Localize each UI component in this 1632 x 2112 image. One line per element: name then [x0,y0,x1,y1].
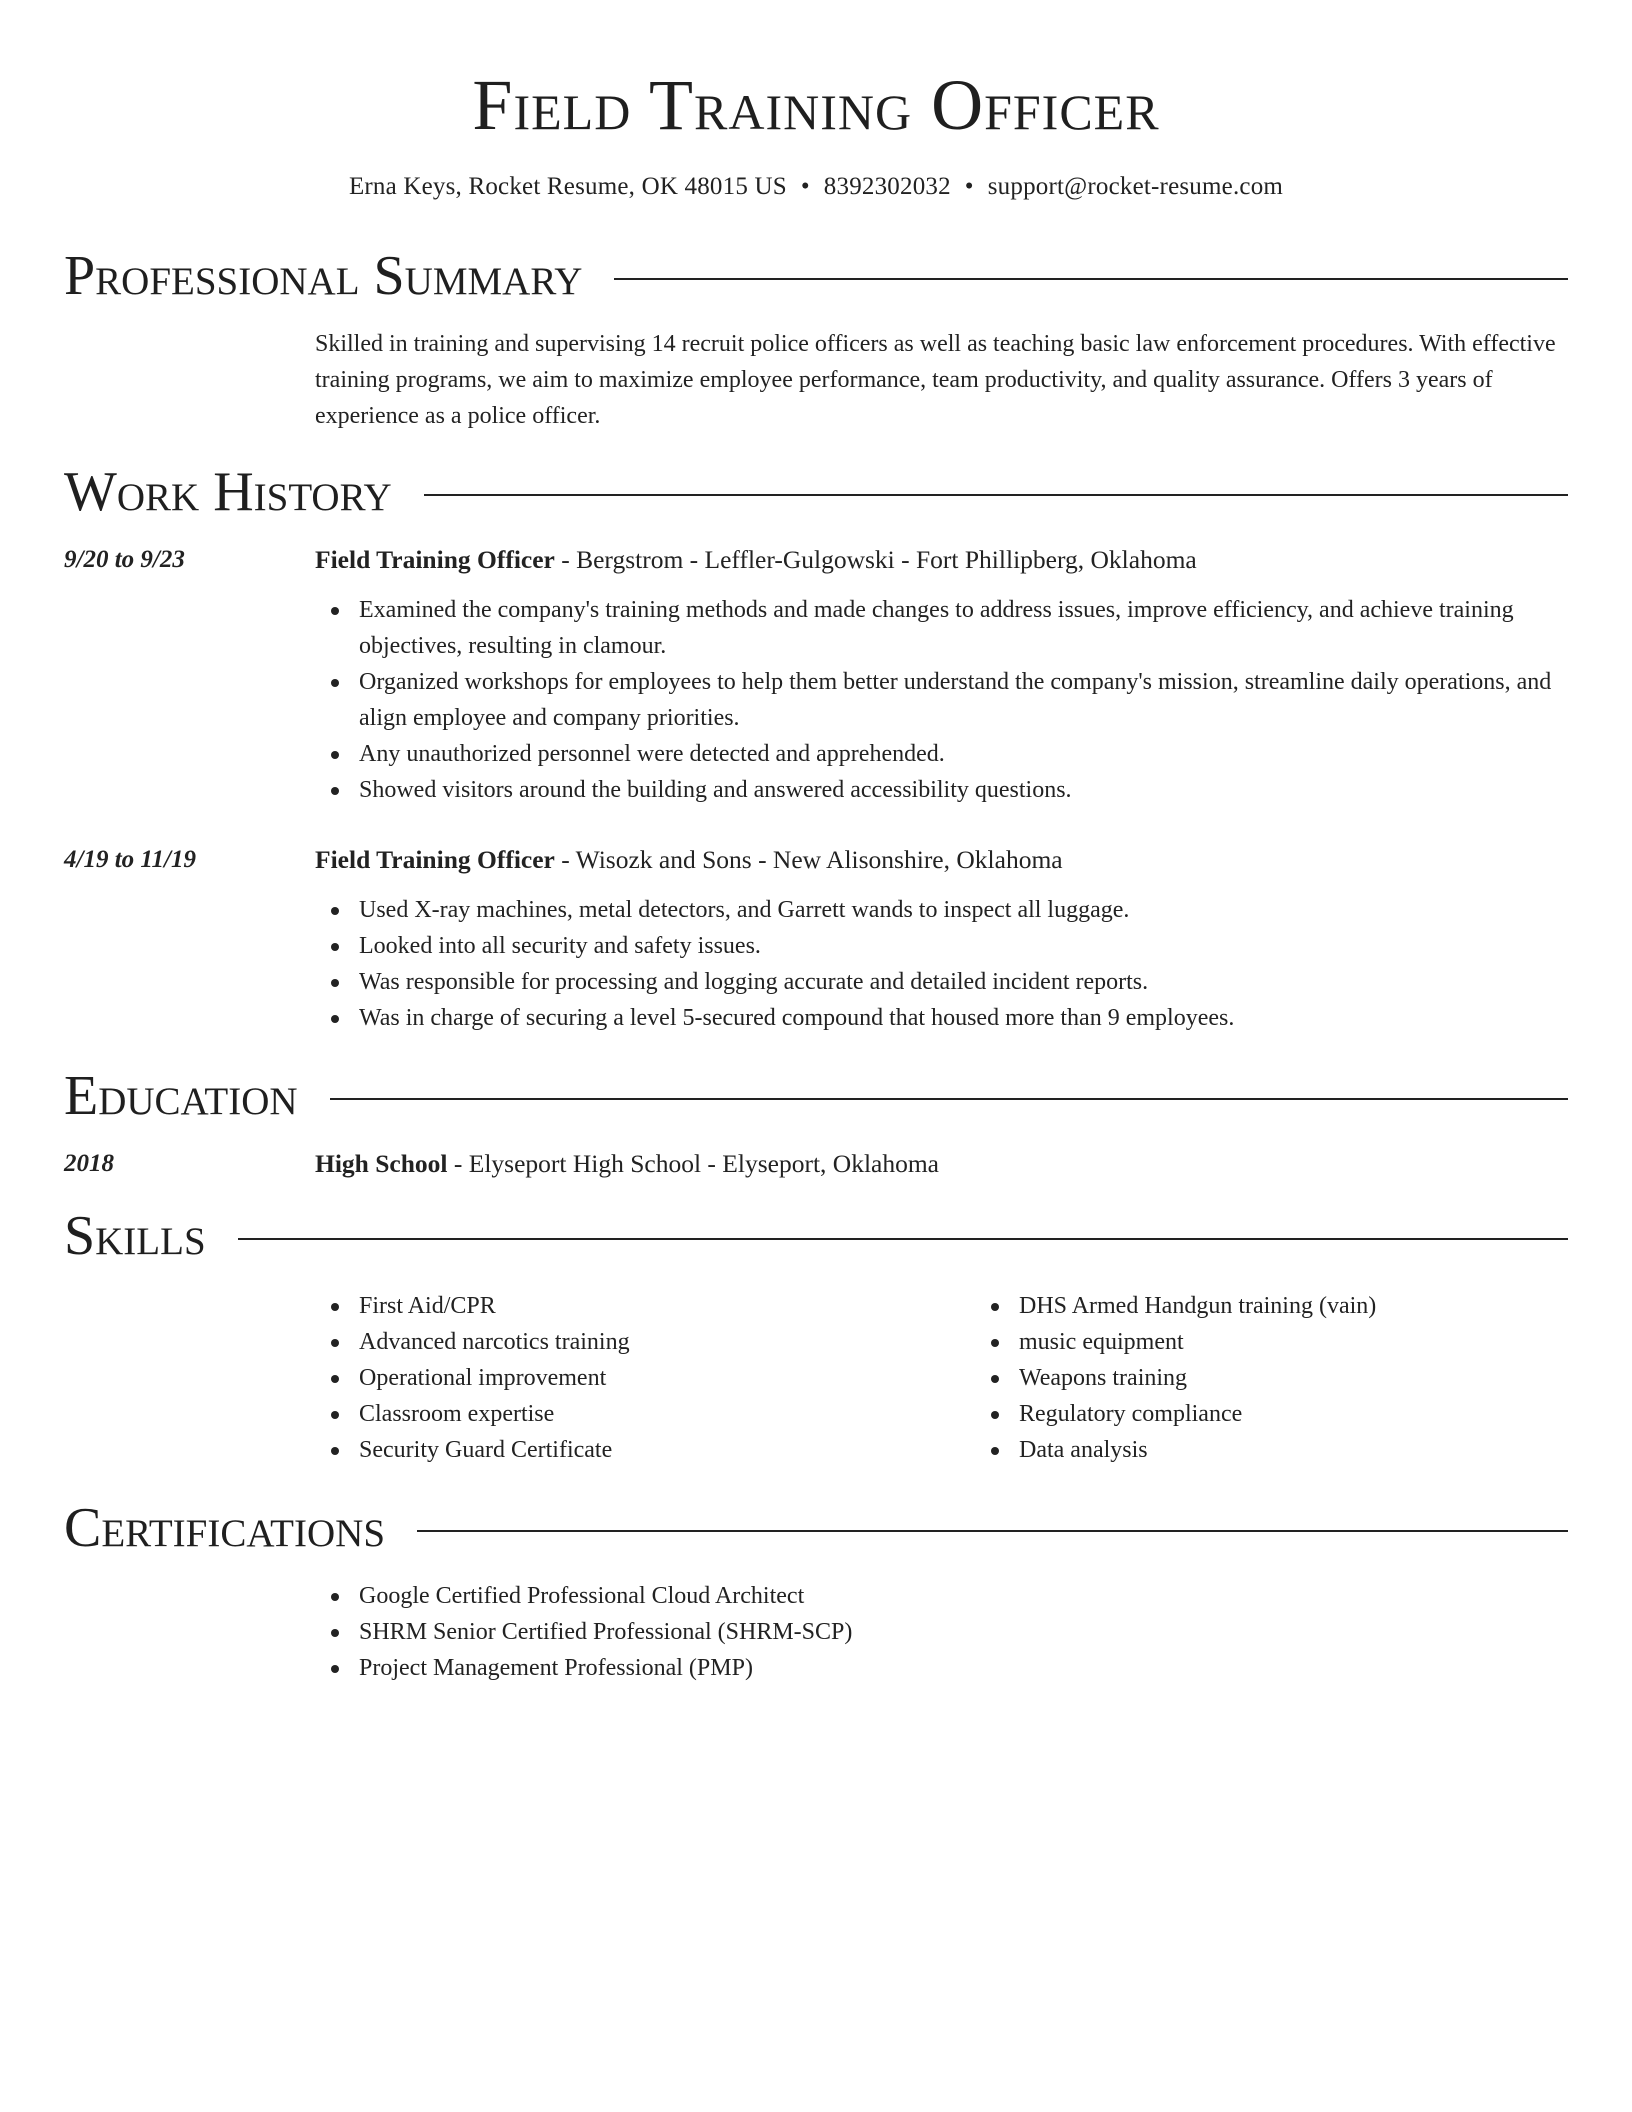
contact-address: Erna Keys, Rocket Resume, OK 48015 US [348,173,787,200]
job-bullets [315,592,1568,808]
section-heading: Skills [64,1205,206,1267]
summary-text: Skilled in training and supervising 14 recruit police officers as well as teaching basic law enforcement procedures. With effective training programs, we aim to maximize employee performance, team productivity, and quality assurance. Offers 3 years of experience as a police officer. [315,331,1556,429]
section-heading: Work History [64,461,392,523]
section-heading: Certifications [64,1497,386,1559]
section-divider [614,278,1568,280]
section-heading: Education [64,1065,298,1127]
section-work-header [64,460,1568,524]
contact-email: support@rocket-resume.com [987,173,1284,200]
certifications-row [64,1578,1568,1686]
skills-row [64,1288,1568,1468]
section-heading: Professional Summary [64,245,583,307]
section-divider [417,1530,1568,1532]
certification-item: Google Certified Professional Cloud Architect [359,1578,1568,1614]
certifications-list [315,1578,1568,1686]
skill-item: DHS Armed Handgun training (vain) [1019,1288,1632,1324]
certification-item: SHRM Senior Certified Professional (SHRM-SCP) [359,1614,1568,1650]
contact-phone: 8392302032 [823,173,951,200]
skills-list-left [315,1288,975,1468]
section-divider [330,1098,1568,1100]
list-item: Showed visitors around the building and answered accessibility questions. [359,772,1568,808]
skill-item: First Aid/CPR [359,1288,975,1324]
section-summary-header [64,244,1568,308]
skills-list-right [975,1288,1632,1468]
list-item: Organized workshops for employees to help them better understand the company's mission, streamline daily operations, and align employee and company priorities. [359,664,1568,736]
contact-separator: • [964,173,974,200]
list-item: Was in charge of securing a level 5-secured compound that housed more than 9 employees. [359,1000,1568,1036]
section-divider [424,494,1568,496]
job-dates: 4/19 to 11/19 [64,846,196,873]
skill-item: Advanced narcotics training [359,1324,975,1360]
education-header [315,1146,1568,1182]
skill-item: Data analysis [1019,1432,1632,1468]
job-header [315,542,1568,578]
skill-item: Weapons training [1019,1360,1632,1396]
skill-item: Classroom expertise [359,1396,975,1432]
skill-item: music equipment [1019,1324,1632,1360]
section-skills-header [64,1204,1568,1268]
list-item: Was responsible for processing and logging accurate and detailed incident reports. [359,964,1568,1000]
education-degree: High School [315,1149,448,1178]
contact-line [64,170,1568,204]
section-divider [238,1238,1568,1240]
job-details: - Bergstrom - Leffler-Gulgowski - Fort Phillipberg, Oklahoma [554,545,1197,574]
certification-item: Project Management Professional (PMP) [359,1650,1568,1686]
job-role: Field Training Officer [315,845,555,874]
resume-title: Field Training Officer [472,65,1160,145]
summary-row [64,326,1568,434]
list-item: Any unauthorized personnel were detected and apprehended. [359,736,1568,772]
skill-item: Regulatory compliance [1019,1396,1632,1432]
skills-grid [315,1288,1632,1468]
job-role: Field Training Officer [315,545,555,574]
job-dates: 9/20 to 9/23 [64,546,185,573]
list-item: Looked into all security and safety issues. [359,928,1568,964]
list-item: Used X-ray machines, metal detectors, and Garrett wands to inspect all luggage. [359,892,1568,928]
job-header [315,842,1568,878]
skill-item: Security Guard Certificate [359,1432,975,1468]
skill-item: Operational improvement [359,1360,975,1396]
contact-separator: • [800,173,810,200]
job-entry [64,542,1568,808]
education-entry [64,1146,1568,1182]
job-entry [64,842,1568,1036]
list-item: Examined the company's training methods and made changes to address issues, improve efficiency, and achieve training objectives, resulting in clamour. [359,592,1568,664]
job-details: - Wisozk and Sons - New Alisonshire, Oklahoma [554,845,1063,874]
education-year: 2018 [64,1150,114,1177]
section-certifications-header [64,1496,1568,1560]
section-education-header [64,1064,1568,1128]
job-bullets [315,892,1568,1036]
education-details: - Elyseport High School - Elyseport, Oklahoma [447,1149,939,1178]
